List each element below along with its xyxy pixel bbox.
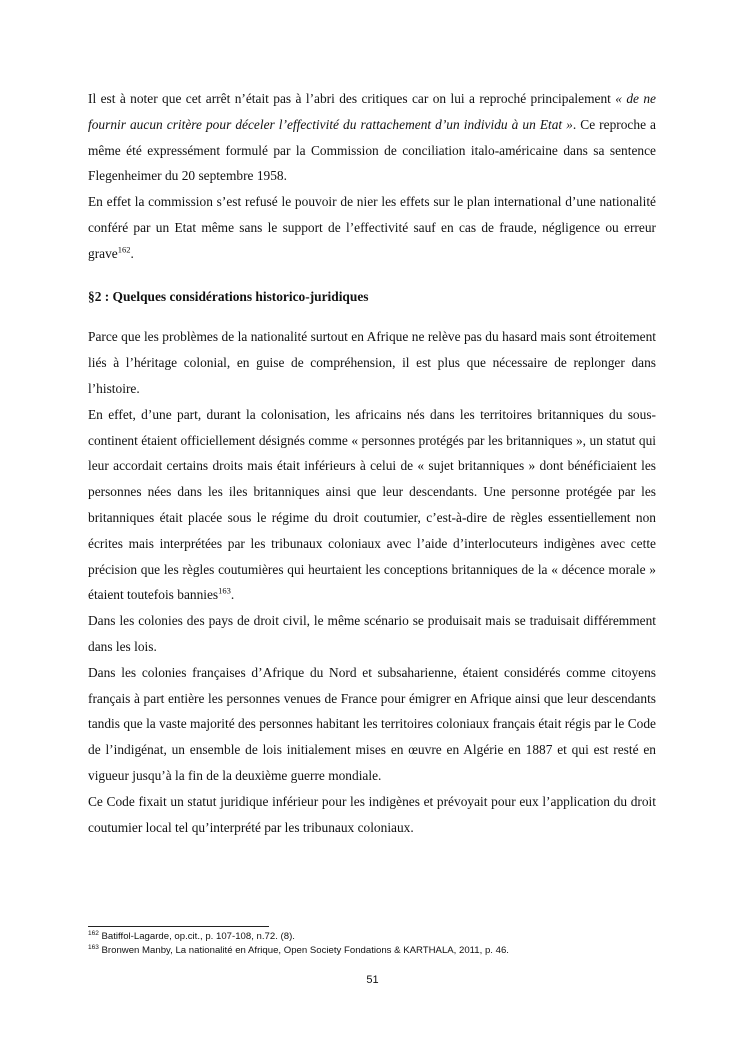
paragraph-end: . <box>130 245 134 261</box>
footnote <box>88 944 656 958</box>
footnotes <box>88 930 656 958</box>
paragraph: Dans les colonies françaises d’Afrique du Nord et subsaharienne, étaient considérés comme citoyens français à part entière les personnes venues de France pour émigrer en Afrique ainsi que leur descendants tandis que la vaste majorité des personnes habitant les territoires coloniaux français était régis par le Code de l’indigénat, un ensemble de lois initialement mises en œuvre en Algérie en 1887 et qui est resté en vigueur jusqu’à la fin de la deuxième guerre mondiale. <box>88 664 656 783</box>
section-heading: §2 : Quelques considérations historico-juridiques <box>88 288 369 304</box>
quotation: « de ne fournir aucun critère pour déceler l’effectivité du rattachement d’un individu à un Etat » <box>88 91 656 132</box>
paragraph-text: En effet la commission s’est refusé le pouvoir de nier les effets sur le plan international d’une nationalité conféré par un Etat même sans le support de l’effectivité sauf en cas de fraude, négligence ou erreur grave <box>88 194 656 261</box>
footnote-number: 162 <box>88 929 99 937</box>
footnote-separator <box>88 926 269 927</box>
paragraph <box>88 402 656 608</box>
paragraph <box>88 86 656 189</box>
paragraph: Parce que les problèmes de la nationalité surtout en Afrique ne relève pas du hasard mais sont étroitement liés à l’héritage colonial, en guise de compréhension, il est plus que nécessaire de replonger dans l’histoire. <box>88 329 656 396</box>
footnote-number: 163 <box>88 943 99 951</box>
paragraph-text: Il est à noter que cet arrêt n’était pas à l’abri des critiques car on lui a reproché principalement <box>88 91 616 106</box>
paragraph-text: En effet, d’une part, durant la colonisation, les africains nés dans les territoires britanniques du sous-continent étaient officiellement désignés comme « personnes protégés par les britanniques », un statut qui leur accordait certains droits mais était inférieurs à celui de « sujet britanniques » dont bénéficiaient les personnes nées dans les iles britanniques ainsi que leur descendants. Une personne protégée par les britanniques était placée sous le régime du droit coutumier, c’est-à-dire de règles essentiellement non écrites mais interprétées par les tribunaux coloniaux avec l’aide d’interlocuteurs indigènes avec cette précision que les règles coutumières qui heurtaient les conceptions britanniques de la « décence morale » étaient toutefois bannies <box>88 406 656 603</box>
paragraph-text: . Ce reproche a même été expressément formulé par la Commission de conciliation italo-américaine dans sa sentence Flegenheimer du 20 septembre 1958. <box>88 116 656 184</box>
footnote-ref[interactable]: 162 <box>117 244 131 255</box>
page-number: 51 <box>366 974 379 986</box>
footnote-text: Bronwen Manby, La nationalité en Afrique, Open Society Fondations & KARTHALA, 2011, p. 46. <box>98 945 509 956</box>
paragraph: Ce Code fixait un statut juridique inférieur pour les indigènes et prévoyait pour eux l’application du droit coutumier local tel qu’interprété par les tribunaux coloniaux. <box>88 793 656 835</box>
paragraph-end: . <box>230 587 235 603</box>
footnote-ref[interactable]: 163 <box>218 585 231 596</box>
paragraph <box>88 189 656 266</box>
footnote-text: Batiffol-Lagarde, op.cit., p. 107-108, n.72. (8). <box>98 931 295 942</box>
paragraph: Dans les colonies des pays de droit civil, le même scénario se produisait mais se traduisait différemment dans les lois. <box>88 613 656 654</box>
page-body <box>88 86 656 840</box>
footnote <box>88 930 656 944</box>
